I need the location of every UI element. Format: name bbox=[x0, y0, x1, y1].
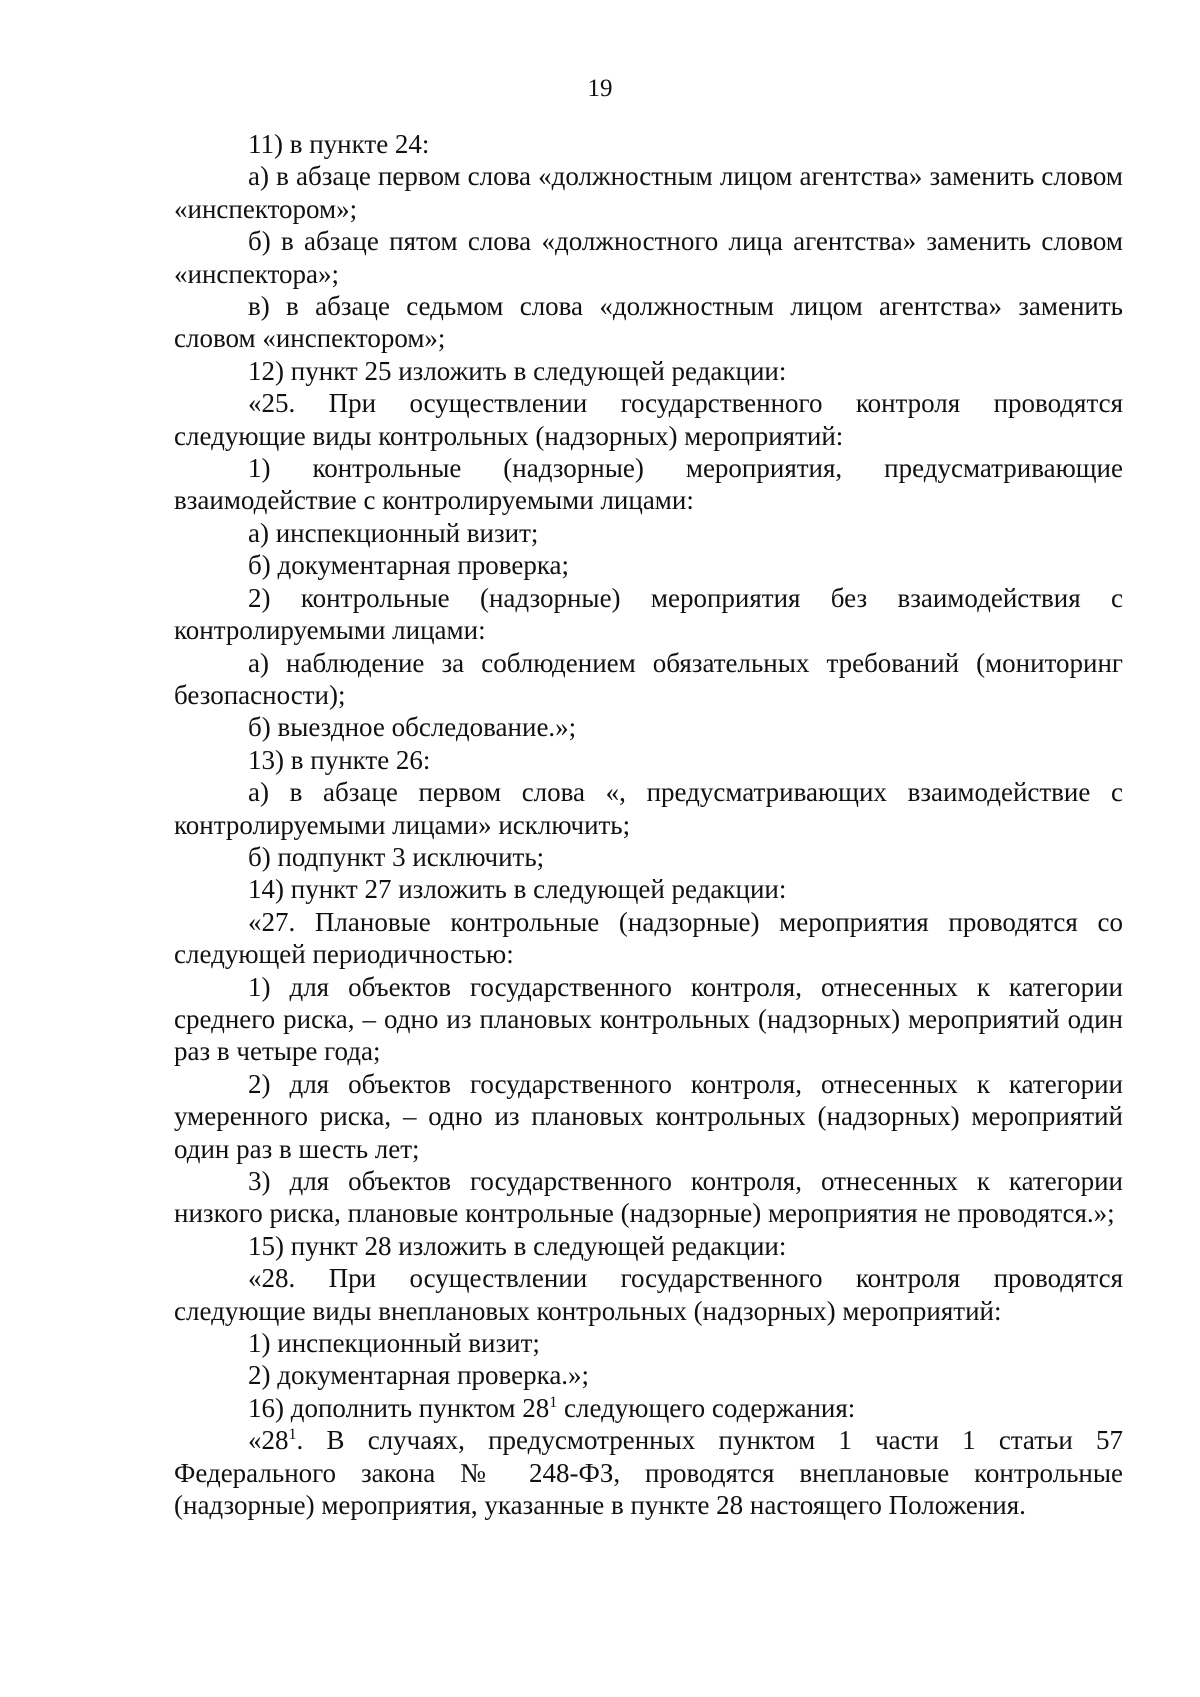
paragraph: «28. При осуществлении государственного контроля проводятся следующие виды внеплановых контрольных (надзорных) мероприятий: bbox=[174, 1263, 1123, 1326]
paragraph: 2) документарная проверка.»; bbox=[248, 1360, 590, 1391]
paragraph: а) в абзаце первом слова «, предусматривающих взаимодействие с контролируемыми лицами» исключить; bbox=[174, 777, 1123, 840]
paragraph: 15) пункт 28 изложить в следующей редакции: bbox=[248, 1230, 787, 1261]
paragraph: 12) пункт 25 изложить в следующей редакции: bbox=[248, 355, 787, 386]
paragraph: 2) контрольные (надзорные) мероприятия без взаимодействия с контролируемыми лицами: bbox=[174, 582, 1123, 646]
paragraph: 1) для объектов государственного контроля, отнесенных к категории среднего риска, – одно из плановых контрольных (надзорных) мероприятий один раз в четыре года; bbox=[174, 971, 1123, 1067]
superscript: 1 bbox=[288, 1426, 297, 1444]
paragraph-28-1 bbox=[174, 1424, 1123, 1521]
paragraph-28-1-text: «28 bbox=[248, 1425, 289, 1456]
paragraph: а) наблюдение за соблюдением обязательных требований (мониторинг безопасности); bbox=[174, 647, 1123, 710]
paragraph: «27. Плановые контрольные (надзорные) мероприятия проводятся со следующей периодичностью: bbox=[174, 906, 1123, 970]
paragraph: б) документарная проверка; bbox=[248, 550, 570, 581]
paragraph-16 bbox=[174, 1392, 1123, 1424]
paragraph: 1) контрольные (надзорные) мероприятия, предусматривающие взаимодействие с контролируемыми лицами: bbox=[174, 453, 1123, 516]
paragraph: 13) в пункте 26: bbox=[248, 744, 431, 775]
paragraph: а) в абзаце первом слова «должностным лицом агентства» заменить словом «инспектором»; bbox=[174, 161, 1123, 224]
paragraph: а) инспекционный визит; bbox=[248, 517, 539, 548]
paragraph: б) подпункт 3 исключить; bbox=[248, 841, 545, 872]
paragraph-28-1-text-end: . В случаях, предусмотренных пунктом 1 части 1 статьи 57 Федерального закона № 248-ФЗ, проводятся внеплановые контрольные (надзорные) мероприятия, указанные в пункте 28 настоящего Положения. bbox=[174, 1425, 1123, 1521]
paragraph: 1) инспекционный визит; bbox=[248, 1328, 540, 1359]
superscript: 1 bbox=[549, 1393, 558, 1411]
paragraph: 2) для объектов государственного контроля, отнесенных к категории умеренного риска, – одно из плановых контрольных (надзорных) мероприятий один раз в шесть лет; bbox=[174, 1068, 1123, 1164]
paragraph: в) в абзаце седьмом слова «должностным лицом агентства» заменить словом «инспектором»; bbox=[174, 291, 1123, 354]
document-body bbox=[174, 128, 1123, 1521]
paragraph: 11) в пункте 24: bbox=[248, 129, 430, 159]
paragraph: б) в абзаце пятом слова «должностного лица агентства» заменить словом «инспектора»; bbox=[174, 226, 1123, 289]
page-number: 19 bbox=[587, 75, 613, 102]
paragraph-16-text: 16) дополнить пунктом 28 bbox=[248, 1392, 550, 1423]
paragraph: 3) для объектов государственного контроля, отнесенных к категории низкого риска, плановые контрольные (надзорные) мероприятия не проводятся.»; bbox=[174, 1166, 1123, 1229]
paragraph: б) выездное обследование.»; bbox=[248, 712, 577, 743]
paragraph-16-text-end: следующего содержания: bbox=[557, 1392, 856, 1423]
paragraph: 14) пункт 27 изложить в следующей редакции: bbox=[248, 874, 787, 905]
paragraph: «25. При осуществлении государственного контроля проводятся следующие виды контрольных (надзорных) мероприятий: bbox=[174, 388, 1123, 451]
